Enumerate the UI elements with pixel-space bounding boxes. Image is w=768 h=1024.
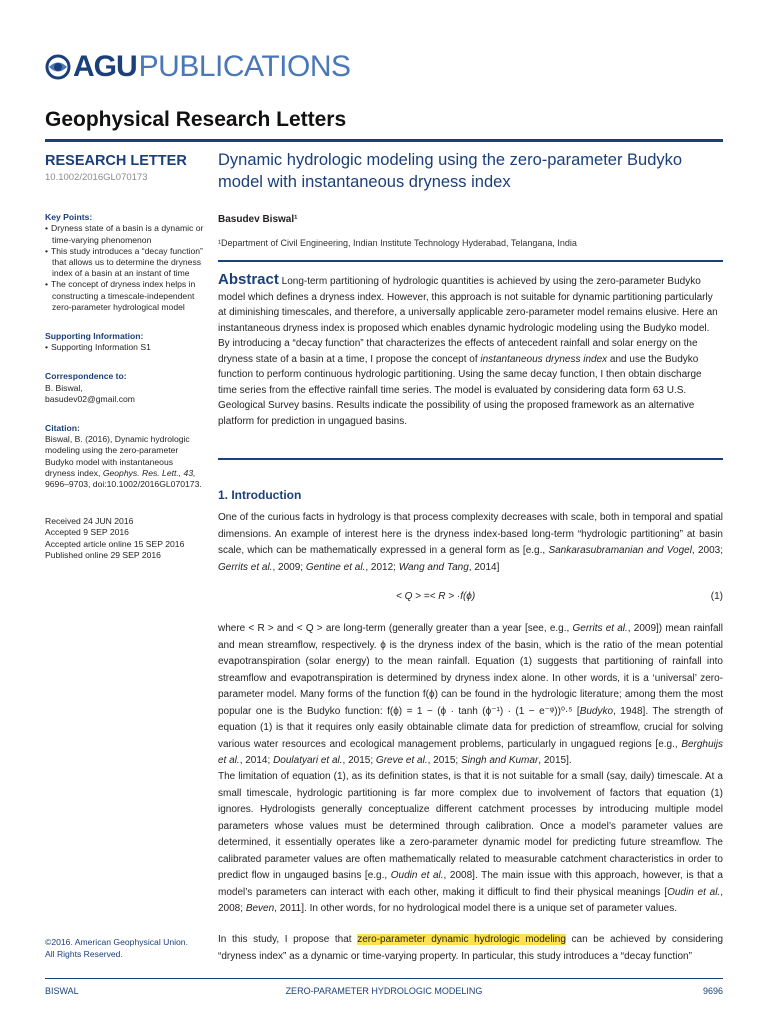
- history-accepted: Accepted 9 SEP 2016: [45, 527, 129, 538]
- copyright-line: All Rights Reserved.: [45, 949, 123, 959]
- history-received: Received 24 JUN 2016: [45, 516, 134, 527]
- citation-ref[interactable]: Berghuijs et al.: [218, 738, 724, 766]
- citation-ref[interactable]: Sankarasubramanian and Vogel: [548, 545, 692, 556]
- text: In this study, I propose that: [218, 934, 352, 945]
- text: , 1948]. The strength of equation (1) is that it requires only easily obtainable climate data for prediction of streamflow, crucial for solving various water resources and ecological management problems, particularly in ungagued regions [e.g.,: [218, 705, 724, 750]
- doi[interactable]: 10.1002/2016GL070173: [45, 172, 148, 183]
- supporting-info-list: [45, 342, 205, 353]
- correspondence-name: B. Biswal,: [45, 382, 83, 393]
- article-title: Dynamic hydrologic modeling using the zero-parameter Budyko model with instantaneous dryness index: [218, 151, 683, 191]
- paragraph: [218, 621, 723, 770]
- publication-history: [45, 516, 205, 561]
- affiliation: ¹Department of Civil Engineering, Indian Institute Technology Hyderabad, Telangana, India: [218, 238, 577, 248]
- paragraph: [218, 510, 723, 576]
- text: , 2015;: [427, 755, 459, 766]
- section-heading: 1. Introduction: [218, 488, 302, 502]
- equation-text: < Q > =< R > ·f(ϕ): [396, 591, 476, 602]
- header-divider: [45, 139, 723, 142]
- journal-name: Geophysical Research Letters: [45, 108, 347, 131]
- citation-ref[interactable]: Budyko: [579, 705, 614, 717]
- text: , 2009]) mean rainfall and mean streamflow, respectively. ϕ is the dryness index of the basin, which is the ratio of the mean potential evapotranspiration (solar energy) to the mean rainfall. Equation (1) suggests that partitioning of rainfall into streamflow and evapotranspiration is determined by dryness index alone. In other words, it is a ‘universal’ zero-parameter model. Many forms of the function f(ϕ) can be found in the hydrologic literature; among them the most popular one is the Budyko function: f(ϕ) = 1 − (ϕ · tanh (ϕ⁻¹) · (1 − e⁻ᵠ))⁰·⁵ [: [218, 623, 723, 717]
- history-published: Published online 29 SEP 2016: [45, 549, 161, 560]
- citation-ref[interactable]: Greve et al.: [375, 755, 428, 766]
- paragraph: [218, 932, 723, 965]
- text: , 2003;: [691, 545, 723, 556]
- author: Basudev Biswal¹: [218, 214, 298, 225]
- key-points-list: [45, 223, 205, 313]
- citation-ref[interactable]: Oudin et al.: [667, 886, 721, 898]
- copyright: [45, 936, 205, 960]
- key-points-title: Key Points:: [45, 212, 93, 223]
- equation-number: (1): [710, 591, 723, 602]
- citation-ref[interactable]: Gerrits et al.: [218, 561, 273, 573]
- key-point: • Dryness state of a basin is a dynamic or time-varying phenomenon: [45, 223, 205, 245]
- highlighted-text[interactable]: zero-parameter dynamic hydrologic modeling: [357, 934, 566, 945]
- text: , 2012;: [365, 561, 396, 573]
- text: , 2008;: [218, 886, 723, 914]
- citation-ref[interactable]: Gentine et al.: [305, 561, 366, 573]
- text: , 2011]. In other words, for no hydrological model there is a unique set of parameter values.: [274, 903, 677, 914]
- text: , 2015;: [342, 755, 374, 766]
- citation-ref[interactable]: Wang and Tang: [398, 561, 469, 573]
- agu-logo: [45, 50, 351, 84]
- text: One of the curious facts in hydrology is that process complexity decreases with scale, both in temporal and spatial dimensions. An example of interest here is the dryness index-based long-term “hydrologic partitioning” at basin scale, which can be mathematically expressed in a general form as [e.g.,: [218, 512, 723, 556]
- abstract-text: and use the Budyko function to perform continuous hydrologic partitioning. Using the same decay function, I then obtain discharge time series from the effective rainfall time series. The model is evaluated by considering data form 63 U.S. Geological Survey basins. Results indicate the possibility of using the proposed framework as an alternative platform for prediction in ungagued basins.: [218, 353, 702, 427]
- citation-ref[interactable]: Singh and Kumar: [461, 755, 539, 766]
- footer-author: BISWAL: [45, 986, 79, 996]
- history-online: Accepted article online 15 SEP 2016: [45, 538, 185, 549]
- citation-ref[interactable]: Oudin et al.: [390, 870, 444, 881]
- citation-text-part: Biswal, B. (2016), Dynamic hydrologic modeling using the zero-parameter Budyko model with instantaneous dryness index,: [45, 434, 190, 478]
- globe-icon: [45, 54, 71, 80]
- copyright-line: ©2016. American Geophysical Union.: [45, 937, 188, 947]
- footer-running-title: ZERO-PARAMETER HYDROLOGIC MODELING: [285, 986, 483, 996]
- citation-text-part: 9696–9703, doi:10.1002/2016GL070173.: [45, 479, 202, 490]
- left-sidebar: [45, 150, 205, 561]
- text: The limitation of equation (1), as its definition states, is that it is not suitable for a small (say, daily) timescale. At a small timescale, hydrologic partitioning is far more complex due to involvement of factors that equation (1) ignores. Hydrologists generally conceptualize different catchment processes by introducing multiple model parameters whose values must be determined through calibration. Once a model’s parameter values are determined, it essentially operates like a zero-parameter dynamic model for predicting future streamflow. The calibrated parameter values are often mathematically related to measurable catchment characteristics in order to predict flow in ungauged basins [e.g.,: [218, 771, 723, 881]
- supporting-info-item[interactable]: • Supporting Information S1: [45, 342, 205, 353]
- paragraph: [218, 769, 723, 918]
- key-point: • This study introduces a “decay function” that allows us to determine the dryness index of a basin at an instant of time: [45, 246, 205, 280]
- text: where < R > and < Q > are long-term (generally greater than a year [see, e.g.,: [218, 623, 570, 634]
- citation-title: Citation:: [45, 423, 80, 434]
- abstract-heading: Abstract: [218, 271, 279, 288]
- correspondence-title: Correspondence to:: [45, 371, 127, 382]
- correspondence-email[interactable]: basudev02@gmail.com: [45, 393, 135, 404]
- text: , 2008]. The main issue with this approach, however, is that a model’s parameters can interact with each other, making it difficult to find their physical meanings [: [218, 870, 723, 898]
- supporting-info-title: Supporting Information:: [45, 331, 144, 342]
- equation-1: [218, 591, 723, 607]
- key-point: • The concept of dryness index helps in constructing a timescale-independent zero-parameter hydrological model: [45, 279, 205, 313]
- logo-publications: PUBLICATIONS: [138, 50, 351, 83]
- citation-ref[interactable]: Doulatyari et al.: [273, 755, 343, 766]
- abstract: [218, 272, 723, 429]
- abstract-top-rule: [218, 260, 723, 262]
- text: , 2015].: [538, 755, 572, 766]
- text: , 2014]: [468, 561, 500, 573]
- text: , 2009;: [272, 561, 304, 573]
- text: can be achieved by considering “dryness index” as a dynamic or time-varying property. In particular, this study introduces a “decay function”: [218, 934, 724, 962]
- article-type: RESEARCH LETTER: [45, 153, 187, 169]
- abstract-bottom-rule: [218, 458, 723, 460]
- citation-ref[interactable]: Gerrits et al.: [572, 623, 628, 634]
- citation-text: [45, 434, 205, 490]
- footer-divider: [45, 978, 723, 979]
- page-number: 9696: [702, 986, 723, 996]
- text: , 2014;: [239, 755, 271, 766]
- logo-agu: AGU: [73, 50, 137, 83]
- citation-journal: Geophys. Res. Lett., 43,: [102, 467, 196, 478]
- abstract-italic: instantaneous dryness index: [480, 353, 608, 365]
- citation-ref[interactable]: Beven: [245, 903, 275, 914]
- abstract-text: Long-term partitioning of hydrologic quantities is achieved by using the zero-parameter Budyko model which defines a dryness index. However, this approach is not suitable for dynamic partitioning particularly at diminishing timescales, and therefore, a universally applicable zero-parameter model remains elusive. Here an instantaneous dryness index is proposed which enables dynamic hydrologic modeling using the Budyko model. By introducing a “decay function” that characterizes the effects of antecedent rainfall and solar energy on the dryness state of a basin at a time, I propose the concept of: [218, 276, 718, 365]
